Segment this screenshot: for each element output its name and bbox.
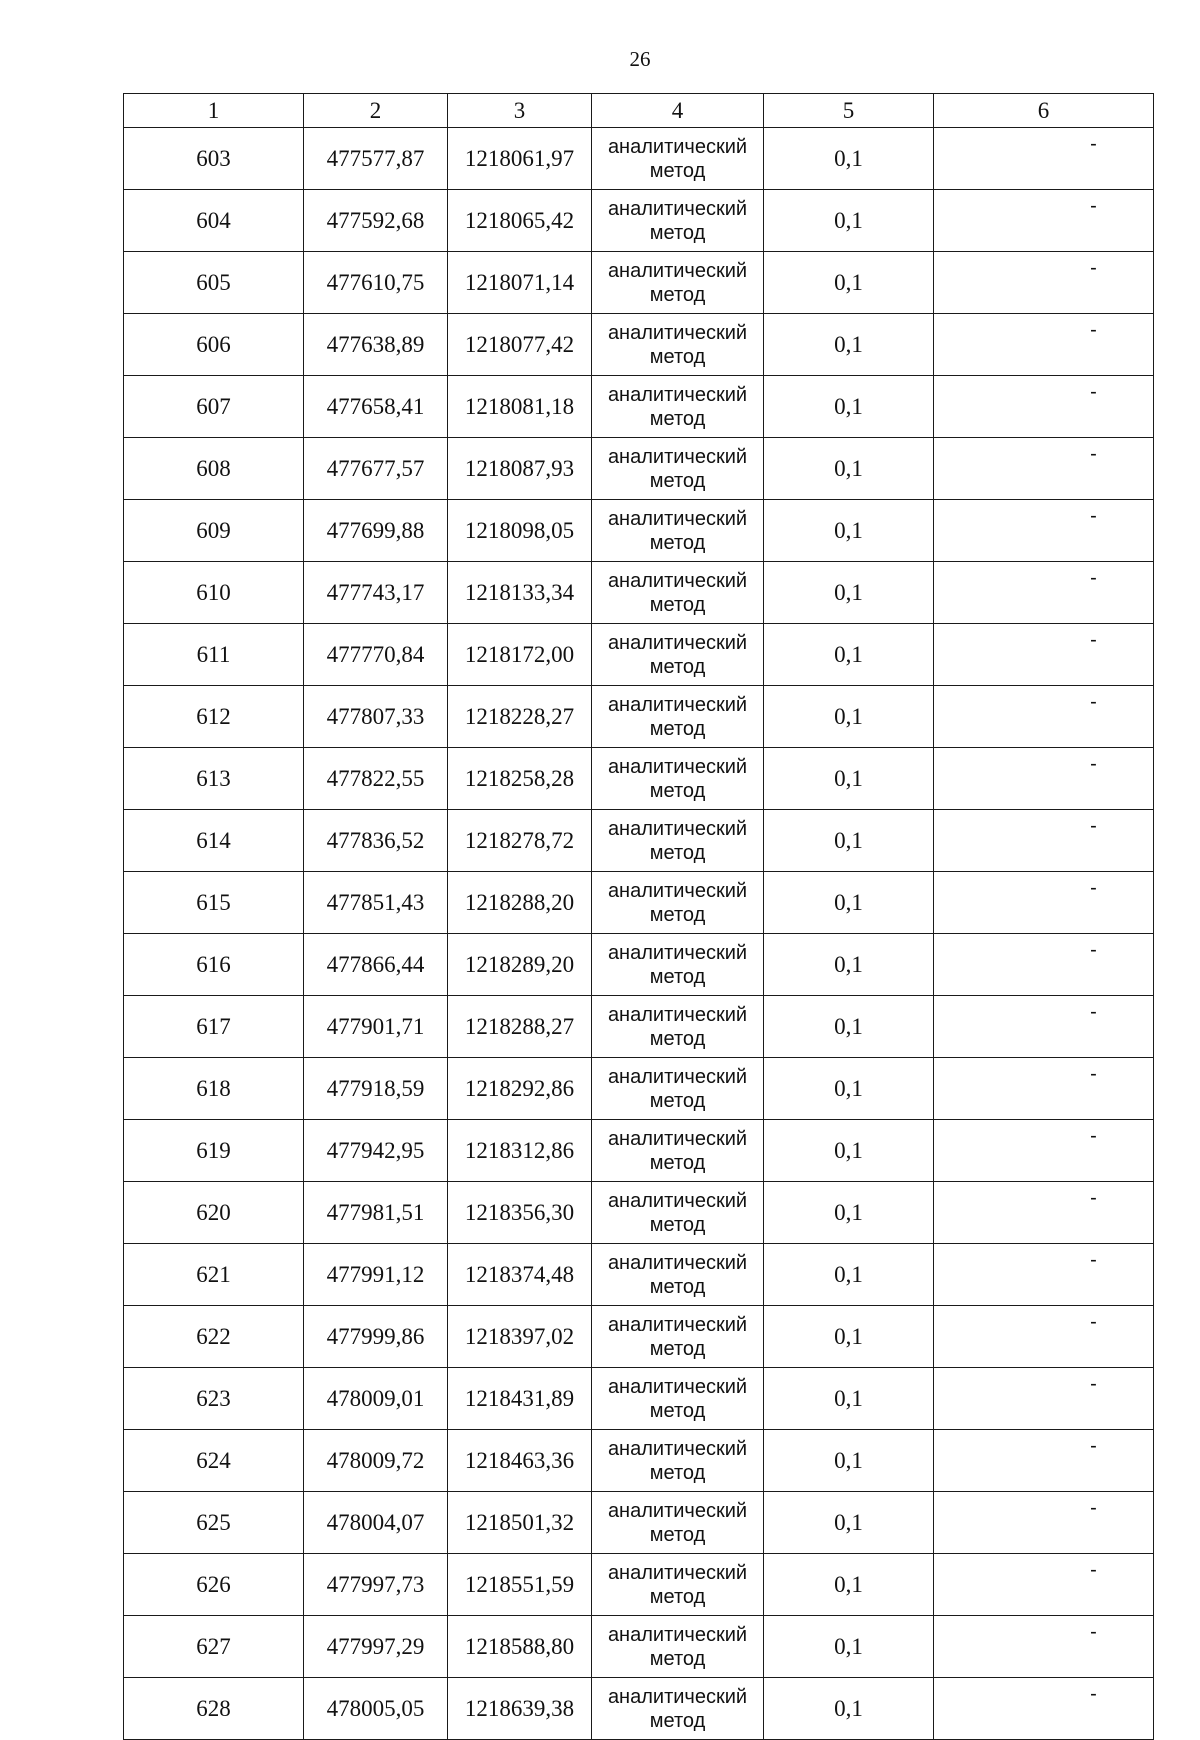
column-header: 6 <box>934 94 1154 128</box>
note-value: - <box>1090 1063 1097 1085</box>
method-line-2: метод <box>649 717 706 740</box>
table-row <box>124 996 1154 1058</box>
note-value: - <box>1090 1249 1097 1271</box>
point-number-cell: 604 <box>124 190 304 252</box>
note-value: - <box>1090 1373 1097 1395</box>
x-coordinate-cell: 477807,33 <box>304 686 448 748</box>
method-line-2: метод <box>649 1585 706 1608</box>
accuracy-cell: 0,1 <box>764 934 934 996</box>
note-cell <box>934 562 1154 624</box>
x-coordinate-cell: 477997,29 <box>304 1616 448 1678</box>
method-line-2: метод <box>649 841 706 864</box>
accuracy-cell: 0,1 <box>764 748 934 810</box>
y-coordinate-cell: 1218077,42 <box>448 314 592 376</box>
method-line-2: метод <box>649 469 706 492</box>
table-row <box>124 1306 1154 1368</box>
y-coordinate-cell: 1218228,27 <box>448 686 592 748</box>
table-row <box>124 686 1154 748</box>
method-line-1: аналитический <box>607 631 748 654</box>
note-value: - <box>1090 1001 1097 1023</box>
table-header-row <box>124 94 1154 128</box>
y-coordinate-cell: 1218081,18 <box>448 376 592 438</box>
x-coordinate-cell: 477997,73 <box>304 1554 448 1616</box>
note-cell <box>934 1182 1154 1244</box>
note-value: - <box>1090 443 1097 465</box>
y-coordinate-cell: 1218061,97 <box>448 128 592 190</box>
accuracy-cell: 0,1 <box>764 252 934 314</box>
note-cell <box>934 190 1154 252</box>
note-cell <box>934 686 1154 748</box>
accuracy-cell: 0,1 <box>764 1554 934 1616</box>
method-line-2: метод <box>649 965 706 988</box>
note-cell <box>934 1368 1154 1430</box>
x-coordinate-cell: 478009,72 <box>304 1430 448 1492</box>
y-coordinate-cell: 1218463,36 <box>448 1430 592 1492</box>
point-number-cell: 616 <box>124 934 304 996</box>
method-cell <box>592 872 764 934</box>
point-number-cell: 615 <box>124 872 304 934</box>
x-coordinate-cell: 478004,07 <box>304 1492 448 1554</box>
method-cell <box>592 562 764 624</box>
table-row <box>124 624 1154 686</box>
accuracy-cell: 0,1 <box>764 376 934 438</box>
note-cell <box>934 996 1154 1058</box>
method-cell <box>592 252 764 314</box>
note-cell <box>934 1616 1154 1678</box>
method-line-2: метод <box>649 1647 706 1670</box>
point-number-cell: 621 <box>124 1244 304 1306</box>
note-value: - <box>1090 505 1097 527</box>
note-cell <box>934 810 1154 872</box>
x-coordinate-cell: 477592,68 <box>304 190 448 252</box>
accuracy-cell: 0,1 <box>764 1616 934 1678</box>
note-value: - <box>1090 195 1097 217</box>
table-row <box>124 1616 1154 1678</box>
method-cell <box>592 934 764 996</box>
method-cell <box>592 1058 764 1120</box>
point-number-cell: 624 <box>124 1430 304 1492</box>
table-row <box>124 438 1154 500</box>
y-coordinate-cell: 1218288,27 <box>448 996 592 1058</box>
x-coordinate-cell: 477836,52 <box>304 810 448 872</box>
table-row <box>124 872 1154 934</box>
method-cell <box>592 1120 764 1182</box>
y-coordinate-cell: 1218098,05 <box>448 500 592 562</box>
point-number-cell: 627 <box>124 1616 304 1678</box>
method-line-1: аналитический <box>607 1189 748 1212</box>
point-number-cell: 626 <box>124 1554 304 1616</box>
method-cell <box>592 128 764 190</box>
point-number-cell: 610 <box>124 562 304 624</box>
point-number-cell: 607 <box>124 376 304 438</box>
accuracy-cell: 0,1 <box>764 1120 934 1182</box>
x-coordinate-cell: 478005,05 <box>304 1678 448 1740</box>
column-header: 3 <box>448 94 592 128</box>
note-value: - <box>1090 1621 1097 1643</box>
method-line-2: метод <box>649 221 706 244</box>
table-row <box>124 1430 1154 1492</box>
method-cell <box>592 314 764 376</box>
method-line-2: метод <box>649 1337 706 1360</box>
method-line-2: метод <box>649 593 706 616</box>
page-number: 26 <box>629 47 651 71</box>
accuracy-cell: 0,1 <box>764 686 934 748</box>
accuracy-cell: 0,1 <box>764 438 934 500</box>
method-line-1: аналитический <box>607 135 748 158</box>
method-line-1: аналитический <box>607 1437 748 1460</box>
note-value: - <box>1090 1311 1097 1333</box>
x-coordinate-cell: 478009,01 <box>304 1368 448 1430</box>
x-coordinate-cell: 477638,89 <box>304 314 448 376</box>
method-line-1: аналитический <box>607 445 748 468</box>
method-line-1: аналитический <box>607 569 748 592</box>
method-line-2: метод <box>649 779 706 802</box>
y-coordinate-cell: 1218278,72 <box>448 810 592 872</box>
method-cell <box>592 438 764 500</box>
point-number-cell: 606 <box>124 314 304 376</box>
method-cell <box>592 376 764 438</box>
note-cell <box>934 1306 1154 1368</box>
method-line-1: аналитический <box>607 693 748 716</box>
note-cell <box>934 1492 1154 1554</box>
method-line-1: аналитический <box>607 1623 748 1646</box>
point-number-cell: 603 <box>124 128 304 190</box>
note-cell <box>934 624 1154 686</box>
note-cell <box>934 1058 1154 1120</box>
method-line-1: аналитический <box>607 1375 748 1398</box>
point-number-cell: 605 <box>124 252 304 314</box>
method-cell <box>592 1492 764 1554</box>
note-cell <box>934 1554 1154 1616</box>
accuracy-cell: 0,1 <box>764 128 934 190</box>
y-coordinate-cell: 1218551,59 <box>448 1554 592 1616</box>
x-coordinate-cell: 477981,51 <box>304 1182 448 1244</box>
y-coordinate-cell: 1218292,86 <box>448 1058 592 1120</box>
note-cell <box>934 934 1154 996</box>
table-row <box>124 1058 1154 1120</box>
y-coordinate-cell: 1218312,86 <box>448 1120 592 1182</box>
x-coordinate-cell: 477999,86 <box>304 1306 448 1368</box>
note-cell <box>934 872 1154 934</box>
accuracy-cell: 0,1 <box>764 810 934 872</box>
y-coordinate-cell: 1218087,93 <box>448 438 592 500</box>
accuracy-cell: 0,1 <box>764 1058 934 1120</box>
x-coordinate-cell: 477901,71 <box>304 996 448 1058</box>
method-line-1: аналитический <box>607 817 748 840</box>
note-cell <box>934 1678 1154 1740</box>
y-coordinate-cell: 1218588,80 <box>448 1616 592 1678</box>
method-line-1: аналитический <box>607 1313 748 1336</box>
y-coordinate-cell: 1218065,42 <box>448 190 592 252</box>
note-value: - <box>1090 319 1097 341</box>
method-line-2: метод <box>649 1399 706 1422</box>
y-coordinate-cell: 1218289,20 <box>448 934 592 996</box>
table-row <box>124 1182 1154 1244</box>
method-cell <box>592 500 764 562</box>
table-row <box>124 1244 1154 1306</box>
point-number-cell: 614 <box>124 810 304 872</box>
accuracy-cell: 0,1 <box>764 1430 934 1492</box>
point-number-cell: 620 <box>124 1182 304 1244</box>
method-line-2: метод <box>649 531 706 554</box>
point-number-cell: 609 <box>124 500 304 562</box>
method-line-1: аналитический <box>607 1499 748 1522</box>
table-row <box>124 128 1154 190</box>
x-coordinate-cell: 477770,84 <box>304 624 448 686</box>
note-value: - <box>1090 629 1097 651</box>
accuracy-cell: 0,1 <box>764 190 934 252</box>
y-coordinate-cell: 1218374,48 <box>448 1244 592 1306</box>
accuracy-cell: 0,1 <box>764 1306 934 1368</box>
method-cell <box>592 810 764 872</box>
x-coordinate-cell: 477658,41 <box>304 376 448 438</box>
method-line-1: аналитический <box>607 1065 748 1088</box>
x-coordinate-cell: 477851,43 <box>304 872 448 934</box>
y-coordinate-cell: 1218172,00 <box>448 624 592 686</box>
note-value: - <box>1090 1497 1097 1519</box>
point-number-cell: 622 <box>124 1306 304 1368</box>
method-line-2: метод <box>649 1089 706 1112</box>
accuracy-cell: 0,1 <box>764 624 934 686</box>
method-line-1: аналитический <box>607 197 748 220</box>
point-number-cell: 623 <box>124 1368 304 1430</box>
note-value: - <box>1090 381 1097 403</box>
note-value: - <box>1090 1435 1097 1457</box>
y-coordinate-cell: 1218288,20 <box>448 872 592 934</box>
table-row <box>124 314 1154 376</box>
note-value: - <box>1090 815 1097 837</box>
accuracy-cell: 0,1 <box>764 1182 934 1244</box>
y-coordinate-cell: 1218397,02 <box>448 1306 592 1368</box>
x-coordinate-cell: 477699,88 <box>304 500 448 562</box>
method-line-2: метод <box>649 1151 706 1174</box>
x-coordinate-cell: 477991,12 <box>304 1244 448 1306</box>
x-coordinate-cell: 477577,87 <box>304 128 448 190</box>
method-line-2: метод <box>649 903 706 926</box>
accuracy-cell: 0,1 <box>764 1492 934 1554</box>
y-coordinate-cell: 1218639,38 <box>448 1678 592 1740</box>
note-cell <box>934 314 1154 376</box>
note-value: - <box>1090 1125 1097 1147</box>
accuracy-cell: 0,1 <box>764 1368 934 1430</box>
method-cell <box>592 1430 764 1492</box>
method-line-1: аналитический <box>607 507 748 530</box>
method-cell <box>592 748 764 810</box>
table-row <box>124 934 1154 996</box>
accuracy-cell: 0,1 <box>764 1244 934 1306</box>
table-row <box>124 810 1154 872</box>
method-line-1: аналитический <box>607 1127 748 1150</box>
note-value: - <box>1090 691 1097 713</box>
y-coordinate-cell: 1218501,32 <box>448 1492 592 1554</box>
point-number-cell: 617 <box>124 996 304 1058</box>
note-cell <box>934 1120 1154 1182</box>
point-number-cell: 612 <box>124 686 304 748</box>
method-line-2: метод <box>649 1275 706 1298</box>
method-line-1: аналитический <box>607 383 748 406</box>
note-value: - <box>1090 939 1097 961</box>
method-cell <box>592 1554 764 1616</box>
method-cell <box>592 1244 764 1306</box>
point-number-cell: 608 <box>124 438 304 500</box>
y-coordinate-cell: 1218071,14 <box>448 252 592 314</box>
x-coordinate-cell: 477743,17 <box>304 562 448 624</box>
table-row <box>124 190 1154 252</box>
table-row <box>124 1492 1154 1554</box>
method-cell <box>592 1368 764 1430</box>
y-coordinate-cell: 1218356,30 <box>448 1182 592 1244</box>
table-row <box>124 500 1154 562</box>
x-coordinate-cell: 477918,59 <box>304 1058 448 1120</box>
accuracy-cell: 0,1 <box>764 314 934 376</box>
method-cell <box>592 1306 764 1368</box>
method-line-2: метод <box>649 1709 706 1732</box>
method-line-2: метод <box>649 655 706 678</box>
point-number-cell: 613 <box>124 748 304 810</box>
table-body <box>124 94 1154 1740</box>
table-row <box>124 1368 1154 1430</box>
method-cell <box>592 190 764 252</box>
method-cell <box>592 1616 764 1678</box>
note-value: - <box>1090 753 1097 775</box>
x-coordinate-cell: 477822,55 <box>304 748 448 810</box>
y-coordinate-cell: 1218258,28 <box>448 748 592 810</box>
method-line-2: метод <box>649 1213 706 1236</box>
note-cell <box>934 376 1154 438</box>
note-value: - <box>1090 1683 1097 1705</box>
method-line-1: аналитический <box>607 1251 748 1274</box>
table-row <box>124 1678 1154 1740</box>
method-line-2: метод <box>649 345 706 368</box>
column-header: 1 <box>124 94 304 128</box>
y-coordinate-cell: 1218133,34 <box>448 562 592 624</box>
method-line-1: аналитический <box>607 755 748 778</box>
method-cell <box>592 686 764 748</box>
method-line-1: аналитический <box>607 1685 748 1708</box>
point-number-cell: 611 <box>124 624 304 686</box>
accuracy-cell: 0,1 <box>764 872 934 934</box>
table-row <box>124 1554 1154 1616</box>
accuracy-cell: 0,1 <box>764 996 934 1058</box>
column-header: 5 <box>764 94 934 128</box>
x-coordinate-cell: 477677,57 <box>304 438 448 500</box>
x-coordinate-cell: 477942,95 <box>304 1120 448 1182</box>
coordinates-table <box>123 93 1154 1740</box>
table-row <box>124 748 1154 810</box>
table-row <box>124 562 1154 624</box>
x-coordinate-cell: 477610,75 <box>304 252 448 314</box>
note-cell <box>934 438 1154 500</box>
point-number-cell: 628 <box>124 1678 304 1740</box>
method-line-2: метод <box>649 283 706 306</box>
method-line-1: аналитический <box>607 1561 748 1584</box>
method-line-2: метод <box>649 1523 706 1546</box>
accuracy-cell: 0,1 <box>764 500 934 562</box>
method-line-1: аналитический <box>607 879 748 902</box>
method-line-2: метод <box>649 159 706 182</box>
method-line-2: метод <box>649 1461 706 1484</box>
column-header: 2 <box>304 94 448 128</box>
table-row <box>124 1120 1154 1182</box>
method-line-1: аналитический <box>607 259 748 282</box>
method-cell <box>592 996 764 1058</box>
method-cell <box>592 1678 764 1740</box>
point-number-cell: 625 <box>124 1492 304 1554</box>
note-value: - <box>1090 1187 1097 1209</box>
method-line-2: метод <box>649 1027 706 1050</box>
method-line-2: метод <box>649 407 706 430</box>
note-cell <box>934 748 1154 810</box>
accuracy-cell: 0,1 <box>764 562 934 624</box>
method-line-1: аналитический <box>607 321 748 344</box>
note-value: - <box>1090 1559 1097 1581</box>
note-value: - <box>1090 877 1097 899</box>
method-line-1: аналитический <box>607 1003 748 1026</box>
note-cell <box>934 252 1154 314</box>
column-header: 4 <box>592 94 764 128</box>
point-number-cell: 618 <box>124 1058 304 1120</box>
x-coordinate-cell: 477866,44 <box>304 934 448 996</box>
note-value: - <box>1090 133 1097 155</box>
method-cell <box>592 1182 764 1244</box>
table-row <box>124 252 1154 314</box>
note-value: - <box>1090 567 1097 589</box>
note-cell <box>934 128 1154 190</box>
note-value: - <box>1090 257 1097 279</box>
method-line-1: аналитический <box>607 941 748 964</box>
y-coordinate-cell: 1218431,89 <box>448 1368 592 1430</box>
note-cell <box>934 1430 1154 1492</box>
accuracy-cell: 0,1 <box>764 1678 934 1740</box>
point-number-cell: 619 <box>124 1120 304 1182</box>
note-cell <box>934 500 1154 562</box>
note-cell <box>934 1244 1154 1306</box>
method-cell <box>592 624 764 686</box>
table-row <box>124 376 1154 438</box>
